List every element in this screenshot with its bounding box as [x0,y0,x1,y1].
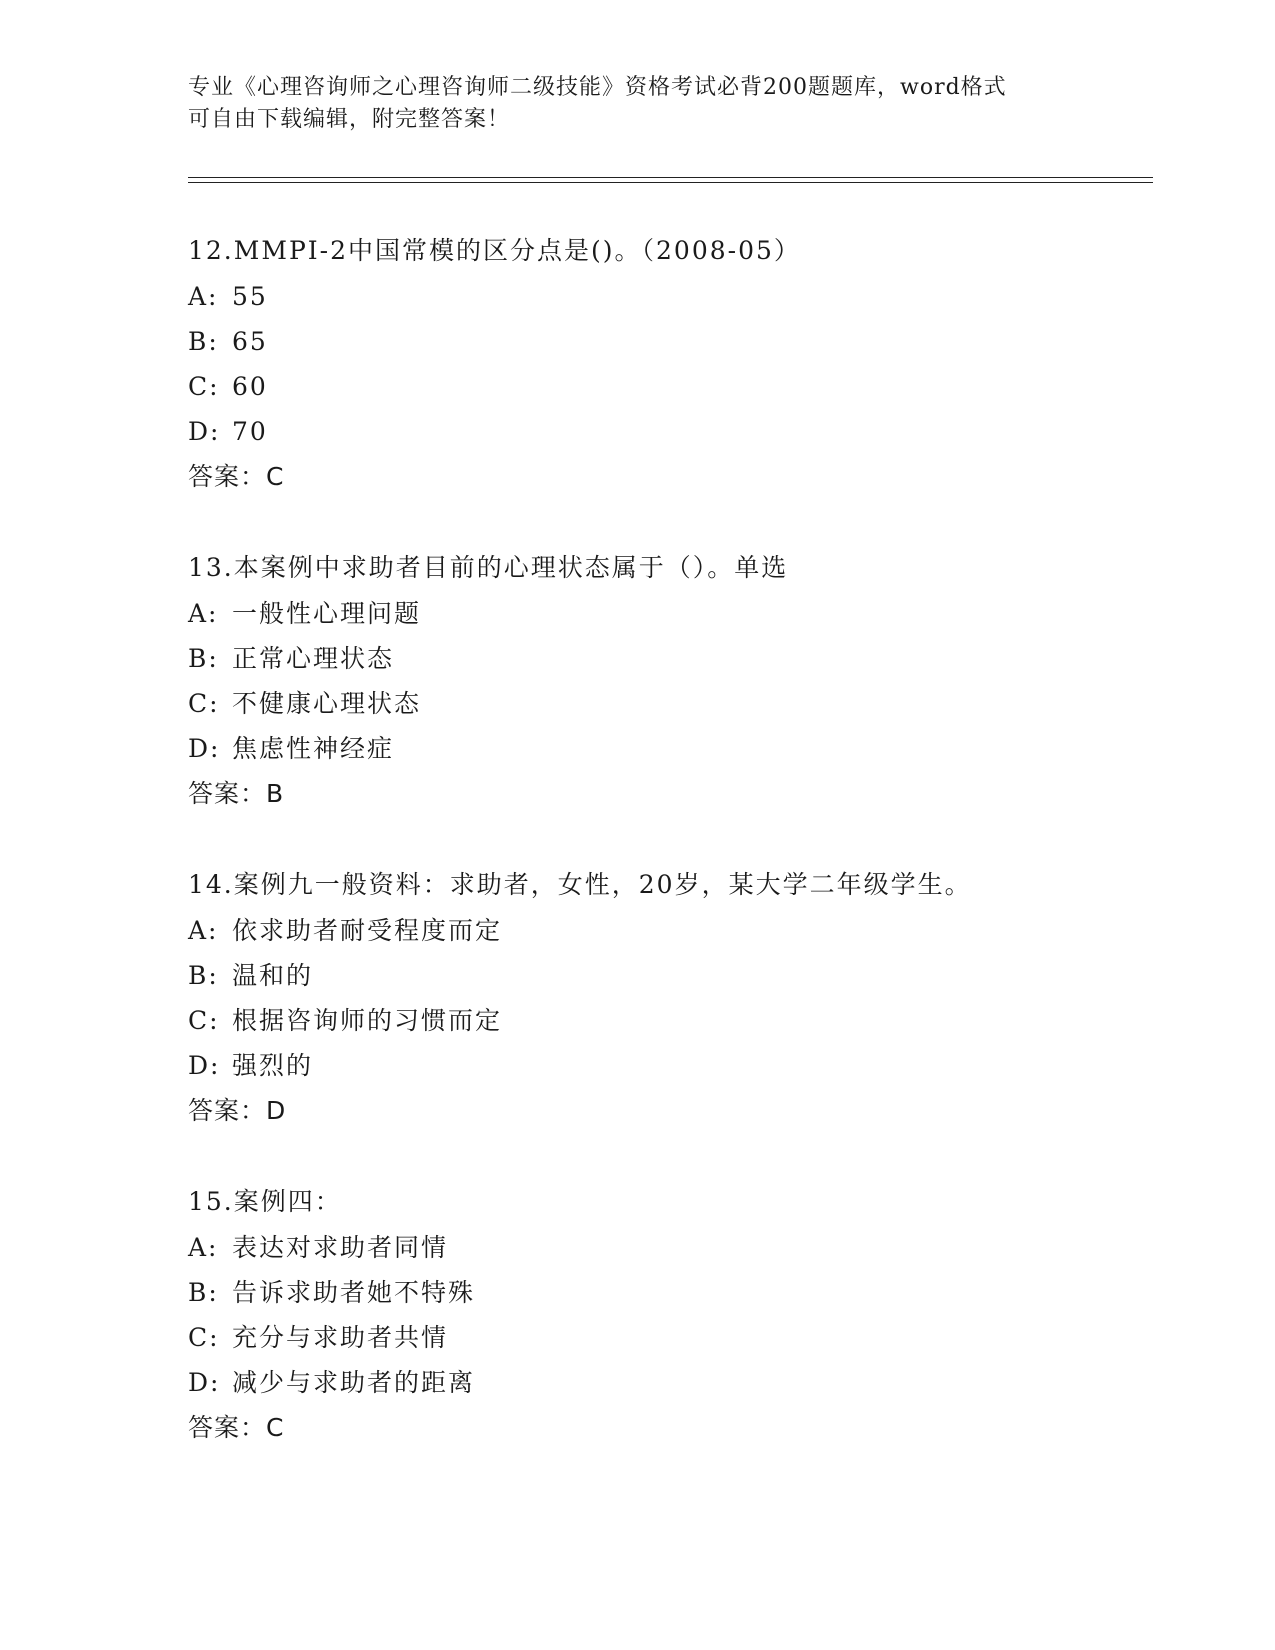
option-a [188,916,1148,946]
option-text: 不健康心理状态 [232,689,422,718]
option-c [188,372,1148,402]
question-14 [188,870,1148,1126]
option-a [188,599,1148,629]
option-text: 充分与求助者共情 [232,1323,449,1352]
option-letter: A: [188,916,219,945]
header-line-1: 专业《心理咨询师之心理咨询师二级技能》资格考试必背200题题库，word格式 [188,75,1007,100]
answer-label: 答案：C [188,1413,285,1442]
question-13 [188,553,1148,809]
question-12 [188,236,1148,492]
option-b [188,327,1148,357]
option-a [188,282,1148,312]
option-letter: A: [188,282,219,311]
option-letter: B: [188,1278,219,1307]
option-d [188,734,1148,764]
header-divider-top [188,177,1153,178]
option-d [188,1051,1148,1081]
option-text: 60 [232,372,268,401]
option-letter: A: [188,599,219,628]
option-letter: C: [188,372,220,401]
option-text: 55 [232,282,268,311]
option-text: 一般性心理问题 [232,599,422,628]
option-letter: A: [188,1233,219,1262]
option-letter: D: [188,734,221,763]
option-b [188,1278,1148,1308]
option-text: 根据咨询师的习惯而定 [232,1006,503,1035]
option-b [188,644,1148,674]
header-line-2: 可自由下载编辑，附完整答案！ [188,107,511,132]
option-text: 焦虑性神经症 [232,734,395,763]
header-divider-bottom [188,182,1153,183]
document-header [188,72,1088,136]
option-text: 告诉求助者她不特殊 [232,1278,476,1307]
option-letter: D: [188,1368,221,1397]
option-text: 正常心理状态 [232,644,395,673]
option-c [188,689,1148,719]
option-letter: C: [188,1323,220,1352]
option-letter: C: [188,1006,220,1035]
question-title: 12.MMPI-2中国常模的区分点是()。（2008-05） [188,236,801,265]
option-text: 65 [232,327,268,356]
option-letter: C: [188,689,220,718]
option-text: 温和的 [232,961,314,990]
question-15 [188,1187,1148,1443]
answer-label: 答案：B [188,779,285,808]
option-text: 表达对求助者同情 [232,1233,449,1262]
option-letter: D: [188,1051,221,1080]
option-d [188,1368,1148,1398]
question-title: 15.案例四： [188,1187,342,1216]
option-letter: B: [188,961,219,990]
answer-label: 答案：C [188,462,285,491]
option-c [188,1006,1148,1036]
option-d [188,417,1148,447]
option-letter: B: [188,327,219,356]
option-text: 强烈的 [232,1051,314,1080]
question-title: 13.本案例中求助者目前的心理状态属于（）。单选 [188,553,789,582]
answer-label: 答案：D [188,1096,287,1125]
question-title: 14.案例九一般资料：求助者，女性，20岁，某大学二年级学生。 [188,870,972,899]
option-b [188,961,1148,991]
option-a [188,1233,1148,1263]
option-c [188,1323,1148,1353]
option-letter: D: [188,417,221,446]
option-text: 减少与求助者的距离 [232,1368,476,1397]
option-text: 70 [232,417,268,446]
option-letter: B: [188,644,219,673]
option-text: 依求助者耐受程度而定 [232,916,503,945]
